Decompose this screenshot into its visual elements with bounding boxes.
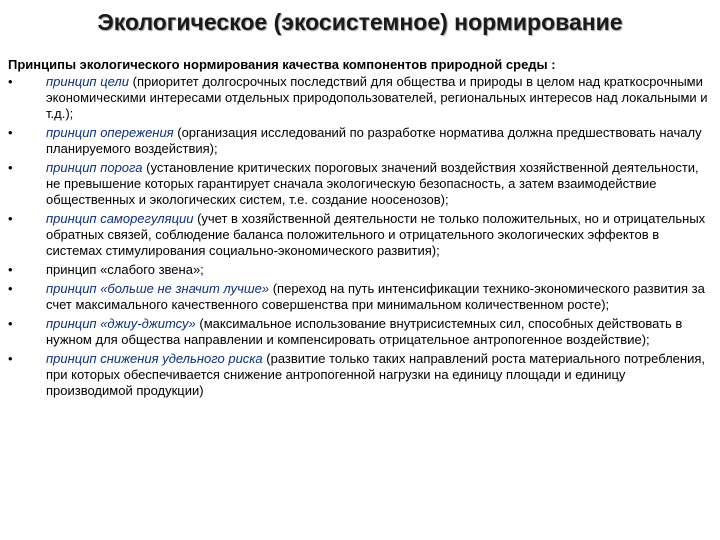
principle-description: принцип «слабого звена»; <box>46 262 204 277</box>
list-item <box>8 125 714 157</box>
list-item <box>8 281 714 313</box>
principle-term: принцип цели <box>46 74 129 89</box>
principle-description: (учет в хозяйственной деятельности не только положительных, но и отрицательных обратных связей, соблюдение баланса положительного и отрицательного экологических эффектов в системах стимулирования социально-экономического развития); <box>46 211 706 258</box>
list-item <box>8 351 714 399</box>
list-item <box>8 316 714 348</box>
bullet-icon: • <box>8 211 13 226</box>
principle-description: (установление критических пороговых значений воздействия хозяйственной деятельности, не превышение которых гарантирует сначала экологическую безопасность, а затем взаимодействие общественных и экологических систем, т.е. создание ноосенозов); <box>46 160 699 207</box>
principle-description: (организация исследований по разработке норматива должна предшествовать началу планируемого воздействия); <box>46 125 702 156</box>
bullet-icon: • <box>8 160 13 175</box>
principle-term: принцип порога <box>46 160 143 175</box>
principle-term: принцип саморегуляции <box>46 211 194 226</box>
slide-title: Экологическое (экосистемное) нормирование <box>97 9 623 35</box>
principle-description: (переход на путь интенсификации технико-экономического развития за счет максимального качественного совершенства при минимальном количественном росте); <box>46 281 705 312</box>
principle-term: принцип снижения удельного риска <box>46 351 263 366</box>
principle-description: (максимальное использование внутрисистемных сил, способных действовать в нужном для общества направлении и компенсировать отрицательное антропогенное воздействие); <box>46 316 683 347</box>
principle-term: принцип «джиу-джитсу» <box>46 316 196 331</box>
list-item <box>8 211 714 259</box>
slide-content <box>8 57 714 402</box>
list-item <box>8 160 714 208</box>
principle-term: принцип опережения <box>46 125 174 140</box>
principle-description: (развитие только таких направлений роста материального потребления, при которых обеспечивается снижение антропогенной нагрузки на единицу площади и единицу производимой продукции) <box>46 351 705 398</box>
principles-list <box>8 74 714 399</box>
principle-term: принцип «больше не значит лучше» <box>46 281 270 296</box>
bullet-icon: • <box>8 74 13 89</box>
principle-description: (приоритет долгосрочных последствий для общества и природы в целом над краткосрочными экономическими интересами отдельных природопользователей, региональных интересов над локальными и т.д.); <box>46 74 708 121</box>
intro-heading: Принципы экологического нормирования качества компонентов природной среды : <box>8 57 556 72</box>
list-item <box>8 262 714 278</box>
bullet-icon: • <box>8 262 13 277</box>
bullet-icon: • <box>8 351 13 366</box>
bullet-icon: • <box>8 316 13 331</box>
bullet-icon: • <box>8 281 13 296</box>
bullet-icon: • <box>8 125 13 140</box>
list-item <box>8 74 714 122</box>
